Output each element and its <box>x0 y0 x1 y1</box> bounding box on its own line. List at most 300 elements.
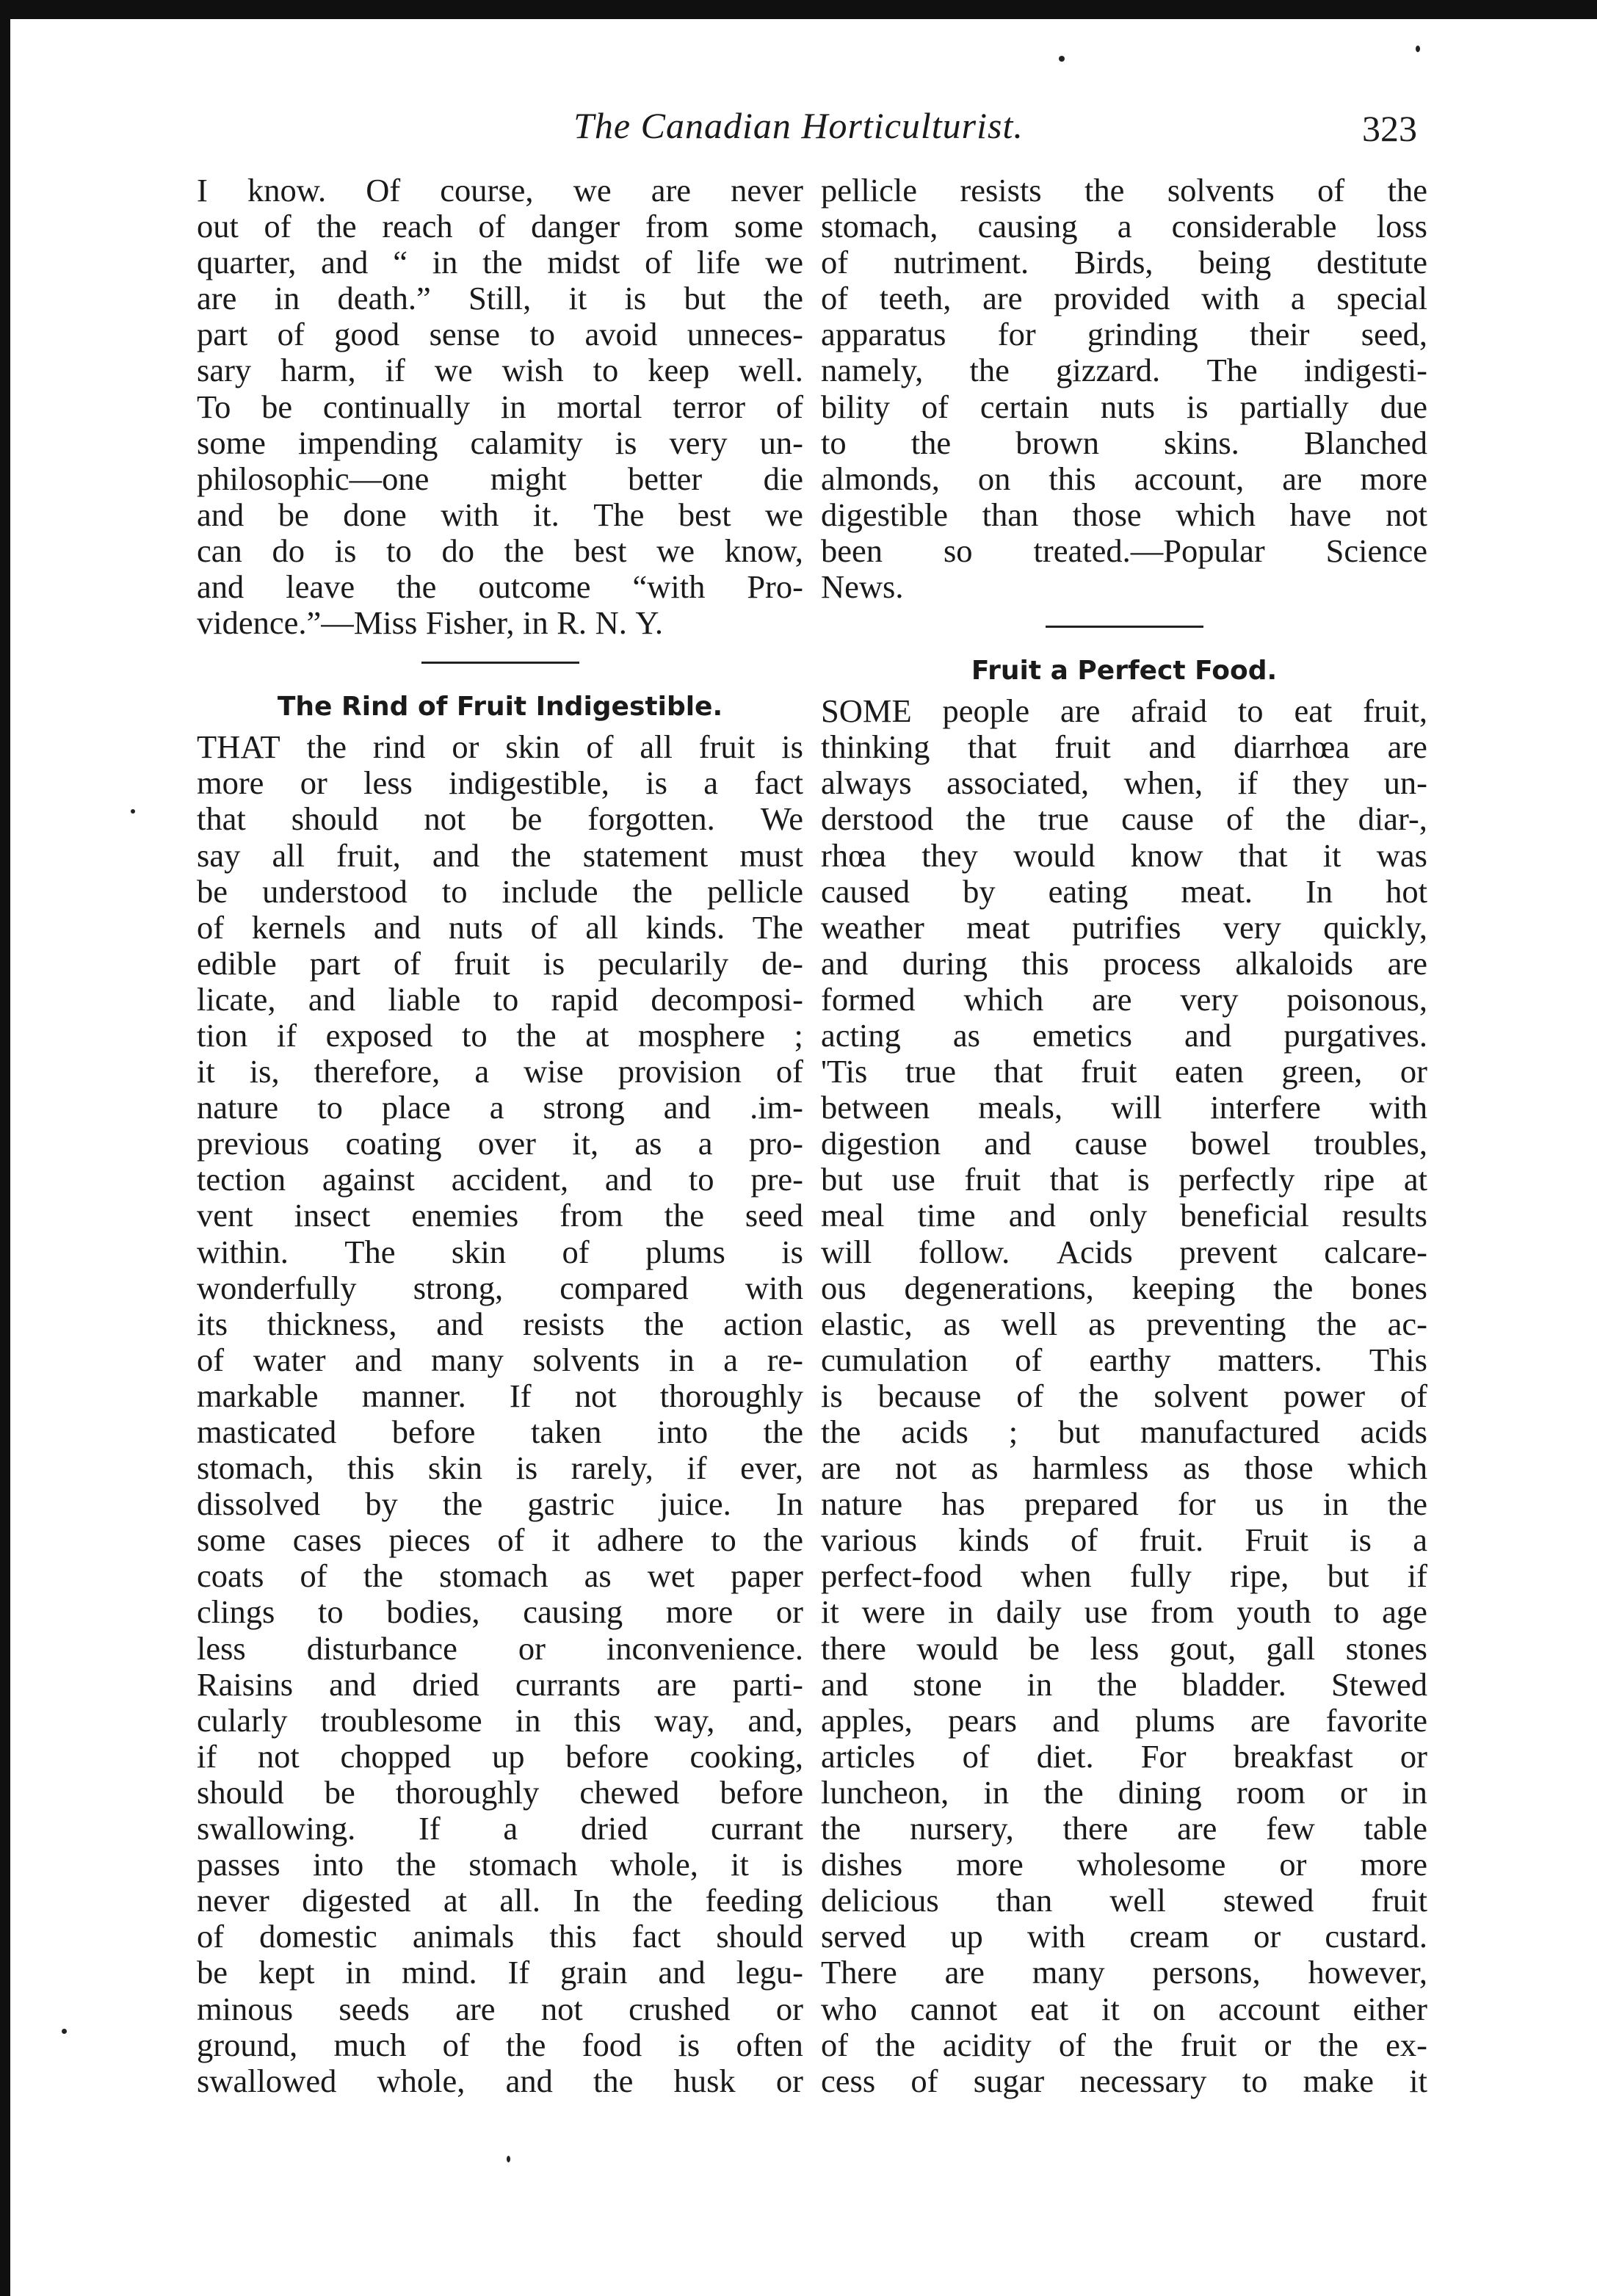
word: of <box>1071 1521 1098 1559</box>
word: life <box>696 244 741 281</box>
word: insect <box>294 1197 371 1234</box>
section-divider <box>421 662 579 664</box>
word: power <box>1283 1377 1366 1414</box>
word: use <box>891 1161 935 1198</box>
word: we <box>765 496 803 533</box>
word: solvent <box>1154 1377 1248 1414</box>
word: whole, <box>609 1846 698 1883</box>
text-line <box>197 1342 803 1378</box>
word: fruit <box>698 728 756 766</box>
word: would <box>916 1629 999 1667</box>
text-line <box>197 874 803 910</box>
text-line <box>821 1955 1427 1991</box>
word: to <box>317 1593 344 1631</box>
right-top-text <box>821 173 1427 605</box>
text-line <box>821 1667 1427 1703</box>
word: stomach <box>439 1557 548 1595</box>
word: quickly, <box>1323 908 1427 946</box>
word: are <box>821 1449 861 1487</box>
word: kernels <box>251 908 347 946</box>
word: pieces <box>388 1521 471 1559</box>
word: is <box>543 944 565 982</box>
word: with <box>441 496 499 533</box>
word: should <box>291 800 379 838</box>
word: dried <box>412 1665 479 1703</box>
word: before <box>565 1737 649 1775</box>
word: calcare- <box>1324 1233 1427 1270</box>
word: but <box>684 280 726 317</box>
word: wholesome <box>1076 1846 1226 1883</box>
word: it <box>568 280 587 317</box>
word: the <box>632 872 673 910</box>
word: and <box>308 980 356 1018</box>
word: that <box>993 1053 1043 1090</box>
word: chewed <box>579 1773 680 1811</box>
text-line <box>821 1090 1427 1126</box>
text-line <box>821 389 1427 425</box>
word: ripe, <box>1230 1557 1289 1595</box>
word: pro- <box>748 1125 803 1162</box>
word: in <box>948 1593 974 1631</box>
article-body-rind <box>197 729 803 2099</box>
text-line <box>197 1594 803 1630</box>
word: at <box>443 1882 467 1919</box>
word: as <box>584 1557 612 1595</box>
word: less <box>1090 1629 1140 1667</box>
word: skins. <box>1164 424 1239 461</box>
text-line <box>821 245 1427 280</box>
word: the <box>1097 1665 1137 1703</box>
word: or <box>452 728 479 766</box>
text-line <box>197 1054 803 1090</box>
word: results <box>1341 1197 1427 1234</box>
word: Raisins <box>197 1665 294 1703</box>
word: The <box>752 908 803 946</box>
word: dishes <box>821 1846 903 1883</box>
word: time <box>917 1197 976 1234</box>
word: of <box>497 1521 525 1559</box>
text-line <box>821 173 1427 209</box>
word: special <box>1336 280 1427 317</box>
text-line <box>821 1378 1427 1414</box>
page-left-border <box>0 0 10 2296</box>
word: statement <box>582 836 709 874</box>
word: fully <box>1129 1557 1192 1595</box>
word: very <box>1180 980 1239 1018</box>
word: causing <box>523 1593 623 1631</box>
word: are <box>651 172 692 209</box>
word: ; <box>794 1016 803 1054</box>
word: be <box>278 496 309 533</box>
word: in <box>274 280 300 317</box>
word: ex- <box>1386 2026 1427 2063</box>
word: forgotten. <box>587 800 715 838</box>
word: breakfast <box>1233 1737 1353 1775</box>
word: unneces- <box>687 316 803 353</box>
word: accident, <box>451 1161 569 1198</box>
word: fruit. <box>1139 1521 1204 1559</box>
word: to <box>441 872 468 910</box>
word: there <box>821 1629 886 1667</box>
word: to <box>462 1016 488 1054</box>
text-line <box>821 1306 1427 1342</box>
word: “with <box>632 568 706 606</box>
word: within. <box>197 1233 289 1270</box>
word: of <box>197 1918 225 1955</box>
word: of <box>910 2062 938 2099</box>
word: should <box>716 1918 803 1955</box>
word: quarter, <box>197 244 297 281</box>
print-speck <box>1059 56 1065 62</box>
word: best <box>678 496 731 533</box>
word: better <box>627 460 703 497</box>
word: cooking, <box>689 1737 803 1775</box>
text-line <box>821 316 1427 352</box>
text-line <box>821 352 1427 388</box>
word: of <box>197 908 225 946</box>
word: danger <box>531 208 620 245</box>
word: preventing <box>1146 1305 1286 1342</box>
word: solvents <box>1167 172 1275 209</box>
word: by <box>365 1485 398 1523</box>
word: Acids <box>1056 1233 1133 1270</box>
word: to <box>317 1089 343 1126</box>
word: nuts <box>448 908 504 946</box>
word: the <box>482 244 523 281</box>
text-line <box>821 1919 1427 1955</box>
text-line <box>821 1270 1427 1306</box>
word: die <box>763 460 803 497</box>
word: of <box>962 1737 990 1775</box>
word: many <box>431 1341 504 1378</box>
word: de- <box>761 944 803 982</box>
word: are <box>944 1954 985 1991</box>
text-line <box>821 280 1427 316</box>
word: putrifies <box>1072 908 1181 946</box>
word: bodies, <box>386 1593 480 1631</box>
word: sary <box>197 352 252 389</box>
word: never <box>731 172 803 209</box>
word: If <box>419 1810 441 1847</box>
right-column <box>821 173 1427 2099</box>
text-line <box>197 1703 803 1739</box>
word: are <box>982 280 1023 317</box>
word: earthy <box>1089 1341 1171 1378</box>
word: very <box>1223 908 1281 946</box>
word: the <box>316 208 357 245</box>
word: to <box>1237 692 1264 730</box>
word: un- <box>759 424 803 461</box>
word: dining <box>1118 1773 1202 1811</box>
word: strong <box>543 1089 625 1126</box>
word: The <box>1206 352 1258 389</box>
word: kept <box>258 1954 315 1991</box>
text-line <box>197 316 803 352</box>
word: in <box>500 388 526 425</box>
word: and <box>821 1665 869 1703</box>
word: it, <box>572 1125 599 1162</box>
word: or <box>1253 1918 1281 1955</box>
word: of <box>821 2026 849 2063</box>
word: the <box>1387 172 1427 209</box>
word: adhere <box>596 1521 684 1559</box>
word: are <box>656 1665 697 1703</box>
word: but <box>1327 1557 1369 1595</box>
word: on <box>1152 1990 1186 2027</box>
word: but <box>1058 1413 1100 1450</box>
word: continually <box>322 388 471 425</box>
word: cess <box>821 2062 876 2099</box>
word: it <box>1101 1990 1120 2027</box>
text-line <box>197 2063 803 2099</box>
word: hot <box>1386 872 1427 910</box>
word: which <box>1347 1449 1427 1487</box>
word: un- <box>1383 764 1427 802</box>
word: of <box>300 1557 327 1595</box>
word: stones <box>1345 1629 1427 1667</box>
word: only <box>1089 1197 1148 1234</box>
word: less <box>197 1629 246 1667</box>
word: we <box>434 352 473 389</box>
word: The <box>593 496 645 533</box>
text-line <box>197 2027 803 2063</box>
word: its <box>197 1305 228 1342</box>
text-line <box>197 1739 803 1775</box>
text-line <box>197 1090 803 1126</box>
word: as <box>634 1125 662 1162</box>
word: strong, <box>413 1269 504 1306</box>
word: is <box>781 1846 803 1883</box>
text-line <box>197 1126 803 1162</box>
word: is <box>515 1449 538 1487</box>
word: animals <box>412 1918 515 1955</box>
word: and, <box>747 1701 803 1739</box>
text-line <box>197 765 803 801</box>
word: be <box>324 1773 355 1811</box>
word: juice. <box>659 1485 731 1523</box>
word: tection <box>197 1161 286 1198</box>
word: There <box>821 1954 897 1991</box>
text-line <box>197 533 803 569</box>
word: cases <box>292 1521 362 1559</box>
word: it. <box>532 496 560 533</box>
word: out <box>197 208 239 245</box>
text-line <box>197 352 803 388</box>
word: the <box>504 532 545 569</box>
word: and <box>197 568 245 606</box>
word: in <box>1322 1485 1349 1523</box>
word: cream <box>1129 1918 1209 1955</box>
text-line <box>821 1594 1427 1630</box>
word: ground, <box>197 2026 298 2063</box>
word: or <box>1399 1737 1427 1775</box>
word: thoroughly <box>395 1773 540 1811</box>
word: is <box>624 280 647 317</box>
text-line <box>197 1631 803 1667</box>
word: diet. <box>1036 1737 1094 1775</box>
word: almonds, <box>821 460 940 497</box>
word: this <box>1049 460 1096 497</box>
word: have <box>1289 496 1352 533</box>
word: the <box>644 1305 684 1342</box>
word: they <box>1292 764 1350 802</box>
word: partially <box>1239 388 1349 425</box>
text-line <box>821 569 1427 605</box>
word: it <box>551 1521 571 1559</box>
word: brown <box>1015 424 1099 461</box>
word: and <box>436 1305 484 1342</box>
word: News. <box>821 568 904 606</box>
text-line <box>821 910 1427 946</box>
word: associated, <box>946 764 1090 802</box>
word: plums <box>1134 1701 1215 1739</box>
word: destitute <box>1317 244 1427 281</box>
text-line <box>821 1883 1427 1919</box>
word: emetics <box>1032 1016 1132 1054</box>
word: resists <box>523 1305 605 1342</box>
word: husk <box>673 2062 736 2099</box>
word: at <box>585 1016 609 1054</box>
word: that <box>197 800 246 838</box>
text-line <box>821 1414 1427 1450</box>
text-line <box>197 1522 803 1558</box>
word: are <box>1282 460 1322 497</box>
word: part <box>197 316 248 353</box>
word: or <box>518 1629 546 1667</box>
word: SOME <box>821 692 912 730</box>
word: the <box>763 280 803 317</box>
word: or <box>775 1593 803 1631</box>
word: is <box>645 764 667 802</box>
word: wish <box>501 352 564 389</box>
print-speck <box>62 2029 67 2034</box>
text-line <box>197 497 803 533</box>
word: seed, <box>1361 316 1427 353</box>
word: indigestible, <box>449 764 609 802</box>
word: of <box>1058 2026 1086 2063</box>
word: cularly <box>197 1701 288 1739</box>
text-line <box>197 1018 803 1054</box>
word: it <box>731 1846 749 1883</box>
word: sugar <box>973 2062 1045 2099</box>
word: not <box>424 800 466 838</box>
word: be <box>197 1954 228 1991</box>
word: place <box>381 1089 451 1126</box>
word: some <box>197 424 266 461</box>
word: to <box>821 424 847 461</box>
word: the <box>1079 1377 1119 1414</box>
word: that <box>1238 836 1288 874</box>
word: is, <box>249 1053 280 1090</box>
word: from <box>645 208 709 245</box>
word: teeth, <box>879 280 952 317</box>
word: stomach, <box>821 208 938 245</box>
word: this <box>549 1918 597 1955</box>
word: bility <box>821 388 890 425</box>
word: during <box>902 944 988 982</box>
word: we <box>573 172 612 209</box>
word: than <box>982 496 1039 533</box>
word: or <box>1264 2026 1292 2063</box>
word: fact <box>754 764 803 802</box>
word: inconvenience. <box>606 1629 803 1667</box>
text-line <box>197 1991 803 2027</box>
word: few <box>1266 1810 1315 1847</box>
word: best <box>573 532 627 569</box>
page-top-border <box>0 0 1597 19</box>
word: We <box>760 800 803 838</box>
word: of <box>821 280 849 317</box>
word: and <box>1148 728 1196 766</box>
word: the <box>1318 2026 1358 2063</box>
word: if <box>197 1737 217 1775</box>
text-line <box>821 1991 1427 2027</box>
word: gall <box>1266 1629 1316 1667</box>
word: with <box>1369 1089 1427 1126</box>
word: of <box>1226 800 1254 838</box>
word: so <box>943 532 973 569</box>
word: a <box>703 764 718 802</box>
text-line <box>197 461 803 497</box>
word: the <box>1084 172 1125 209</box>
word: or <box>1340 1773 1368 1811</box>
word: the <box>396 568 437 606</box>
word: 'Tis <box>821 1053 868 1090</box>
word: rapid <box>551 980 619 1018</box>
word: acidity <box>942 2026 1032 2063</box>
word: THAT <box>197 728 280 766</box>
text-line <box>821 1631 1427 1667</box>
word: ; <box>1008 1413 1018 1450</box>
word: is <box>615 424 637 461</box>
word: of <box>197 1341 225 1378</box>
word: the <box>1113 2026 1154 2063</box>
word: elastic, <box>821 1305 913 1342</box>
word: pecularily <box>598 944 729 982</box>
word: indigesti- <box>1303 352 1427 389</box>
word: bladder. <box>1181 1665 1286 1703</box>
text-line <box>821 1522 1427 1558</box>
word: coating <box>345 1125 442 1162</box>
word: and <box>821 944 869 982</box>
text-line <box>197 569 803 605</box>
word: with <box>1026 1918 1086 1955</box>
word: served <box>821 1918 907 1955</box>
word: who <box>821 1990 877 2027</box>
word: fruit <box>1371 1882 1427 1919</box>
word: minous <box>197 1990 294 2027</box>
word: digestible <box>821 496 949 533</box>
word: all <box>585 908 618 946</box>
word: all. <box>499 1882 540 1919</box>
word: room <box>1236 1773 1306 1811</box>
word: know <box>1130 836 1203 874</box>
word: the <box>363 1557 404 1595</box>
word: it <box>821 1593 839 1631</box>
word: N. <box>595 604 627 642</box>
word: that <box>1049 1161 1099 1198</box>
word: Fisher, <box>425 604 515 642</box>
word: fruit <box>1080 1053 1137 1090</box>
article-heading-fruit-food: Fruit a Perfect Food. <box>971 656 1278 687</box>
word: of <box>393 944 421 982</box>
word: is <box>1350 1521 1372 1559</box>
word: of <box>264 208 291 245</box>
text-line <box>821 1054 1427 1090</box>
word: terror <box>673 388 746 425</box>
word: fruit, <box>1363 692 1427 730</box>
word: crushed <box>629 1990 731 2027</box>
